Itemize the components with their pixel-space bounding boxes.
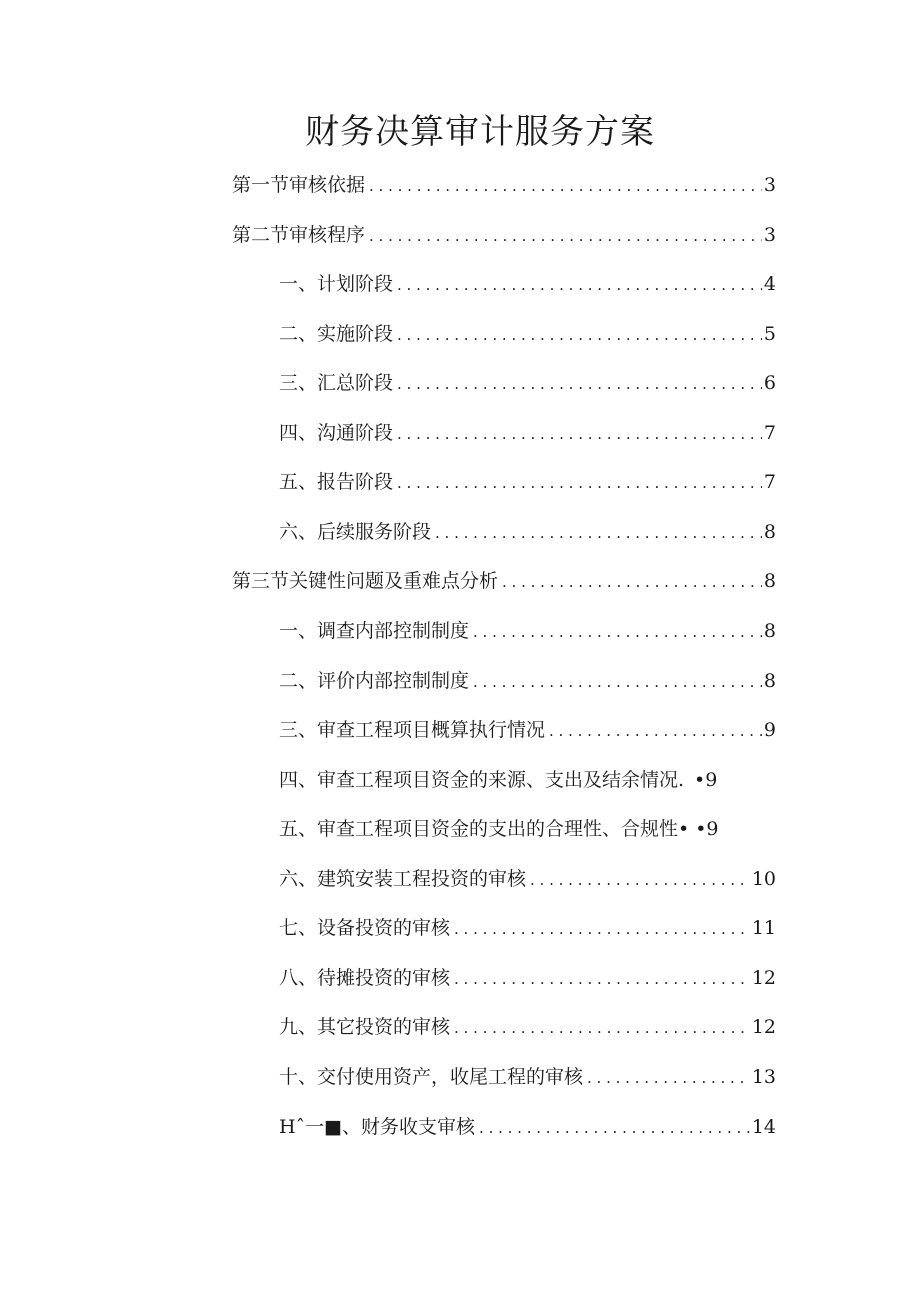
toc-entry[interactable] [279,1011,776,1043]
toc-entry-label: 八、待摊投资的审核 [279,967,451,989]
toc-entry-page: 7 [763,422,776,444]
toc-entry[interactable] [279,813,784,845]
toc-entry-label: 第三节关键性问题及重难点分析 [232,570,499,592]
toc-entry[interactable] [279,764,776,796]
toc-entry-label: 二、评价内部控制制度 [279,670,470,692]
toc-leader-dots [473,616,762,648]
toc-leader-dots [454,963,750,995]
toc-entry-label: 四、审查工程项目资金的来源、支出及结余情况. [279,769,685,791]
toc-leader-dots [397,319,762,351]
toc-entry-label: 五、报告阶段 [279,471,394,493]
toc-leader-dots [473,666,762,698]
toc-leader-dots [369,220,762,252]
toc-entry-page: 3 [763,174,776,196]
toc-entry-page: 8 [763,620,776,642]
toc-leader-dots [369,170,762,202]
toc-entry-page: 9 [763,719,776,741]
toc-entry-label: 二、实施阶段 [279,323,394,345]
toc-entry-label: 第二节审核程序 [232,224,366,246]
toc-entry[interactable] [279,665,776,697]
toc-entry[interactable] [279,516,776,548]
toc-entry-label: 六、建筑安装工程投资的审核 [279,868,527,890]
toc-entry[interactable] [279,962,776,994]
toc-entry[interactable] [279,912,776,944]
toc-entry-label: 十、交付使用资产，收尾工程的审核 [279,1066,584,1088]
toc-entry-page: •9 [695,818,719,840]
toc-entry-page: 12 [751,1016,776,1038]
toc-entry-label: 七、设备投资的审核 [279,917,451,939]
toc-entry[interactable] [279,714,776,746]
toc-entry-page: 8 [763,521,776,543]
toc-entry-page: 13 [751,1066,776,1088]
toc-leader-dots [530,864,750,896]
toc-entry-page: 10 [751,868,776,890]
toc-entry[interactable] [279,318,776,350]
toc-leader-dots [454,913,750,945]
toc-leader-dots [397,418,762,450]
toc-entry[interactable] [232,219,776,251]
toc-entry[interactable] [279,615,776,647]
toc-entry-page: 4 [763,273,776,295]
toc-entry-page: 5 [763,323,776,345]
toc-entry-page: 8 [763,670,776,692]
toc-leader-dots [587,1062,750,1094]
toc-entry-label: 九、其它投资的审核 [279,1016,451,1038]
toc-entry[interactable] [279,367,776,399]
toc-entry-page: 8 [763,570,776,592]
toc-entry-label: 三、审查工程项目概算执行情况 [279,719,546,741]
toc-entry[interactable] [279,1061,776,1093]
toc-leader-dots [397,467,762,499]
toc-entry-page: 3 [763,224,776,246]
toc-entry[interactable] [232,565,776,597]
toc-entry[interactable] [279,1111,776,1143]
document-title: 财务决算审计服务方案 [305,112,655,152]
toc-leader-dots [502,566,762,598]
toc-entry-page: 14 [751,1116,776,1138]
toc-entry[interactable] [232,169,776,201]
toc-entry-label: 第一节审核依据 [232,174,366,196]
toc-leader-dots [549,715,762,747]
toc-entry-label: 四、沟通阶段 [279,422,394,444]
toc-entry-label: 一、调查内部控制制度 [279,620,470,642]
toc-entry-page: •9 [694,769,718,791]
toc-entry-label: Hˆ一■、财务收支审核 [279,1116,476,1138]
toc-entry-page: 6 [763,372,776,394]
toc-entry[interactable] [279,417,776,449]
toc-entry-label: 五、审查工程项目资金的支出的合理性、合规性• [279,818,690,840]
toc-leader-dots [435,517,762,549]
toc-leader-dots [397,269,762,301]
toc-leader-dots [397,368,762,400]
toc-entry[interactable] [279,466,776,498]
toc-entry-page: 7 [763,471,776,493]
toc-entry-page: 12 [751,967,776,989]
toc-entry-label: 一、计划阶段 [279,273,394,295]
toc-entry-label: 三、汇总阶段 [279,372,394,394]
toc-entry-label: 六、后续服务阶段 [279,521,432,543]
toc-leader-dots [479,1112,750,1144]
toc-entry-page: 11 [751,917,776,939]
toc-leader-dots [454,1012,750,1044]
toc-entry[interactable] [279,863,776,895]
toc-entry[interactable] [279,268,776,300]
